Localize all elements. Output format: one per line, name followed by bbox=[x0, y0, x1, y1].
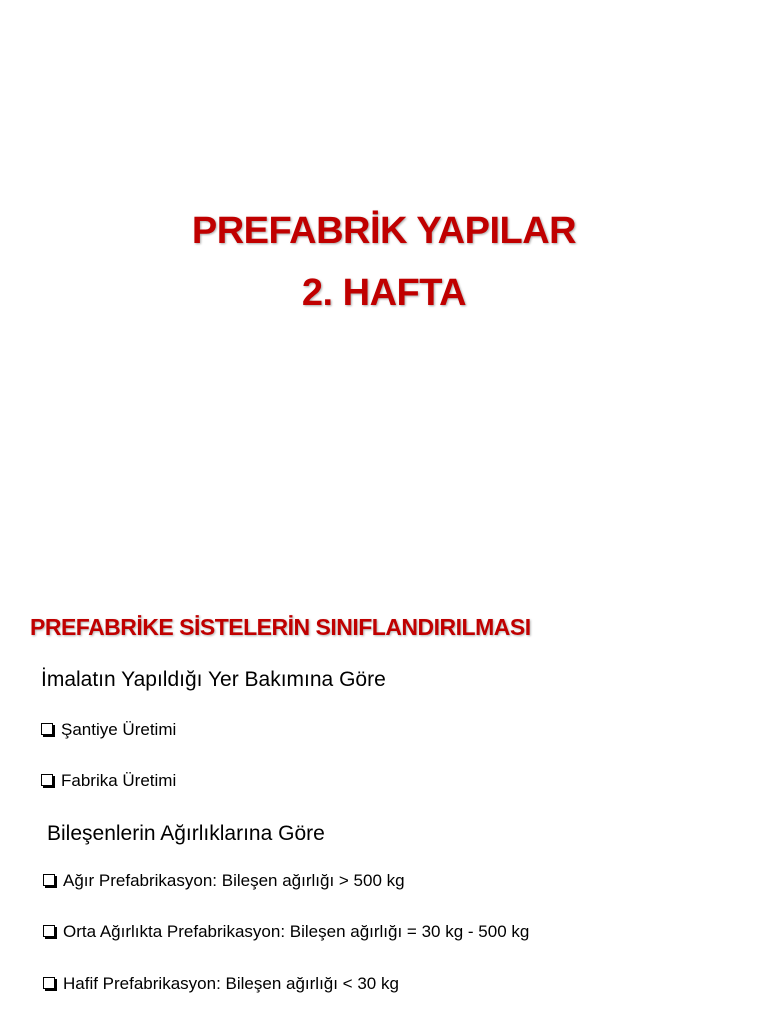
list-item-label: Ağır Prefabrikasyon: Bileşen ağırlığı > 500 kg bbox=[63, 871, 405, 890]
classification-slide bbox=[0, 512, 768, 1024]
list-item bbox=[41, 719, 176, 741]
list-item-label: Şantiye Üretimi bbox=[61, 720, 177, 739]
title-line-2: 2. HAFTA bbox=[301, 272, 467, 314]
slide-title bbox=[0, 200, 768, 324]
group-heading-production-place: İmalatın Yapıldığı Yer Bakımına Göre bbox=[41, 668, 386, 691]
list-item-label: Orta Ağırlıkta Prefabrikasyon: Bileşen ağırlığı = 30 kg - 500 kg bbox=[63, 922, 530, 941]
list-item-label: Hafif Prefabrikasyon: Bileşen ağırlığı < 30 kg bbox=[63, 974, 399, 993]
group-heading-component-weight: Bileşenlerin Ağırlıklarına Göre bbox=[47, 822, 325, 845]
list-item bbox=[43, 973, 399, 995]
checkbox-square-icon bbox=[43, 874, 55, 886]
list-item-label: Fabrika Üretimi bbox=[61, 771, 177, 790]
checkbox-square-icon bbox=[43, 925, 55, 937]
list-item bbox=[43, 921, 529, 943]
list-item bbox=[41, 770, 176, 792]
checkbox-square-icon bbox=[43, 977, 55, 989]
title-line-1: PREFABRİK YAPILAR bbox=[191, 210, 577, 252]
list-item bbox=[43, 870, 405, 892]
checkbox-square-icon bbox=[41, 774, 53, 786]
checkbox-square-icon bbox=[41, 723, 53, 735]
section-title: PREFABRİKE SİSTELERİN SINIFLANDIRILMASI bbox=[30, 614, 531, 640]
